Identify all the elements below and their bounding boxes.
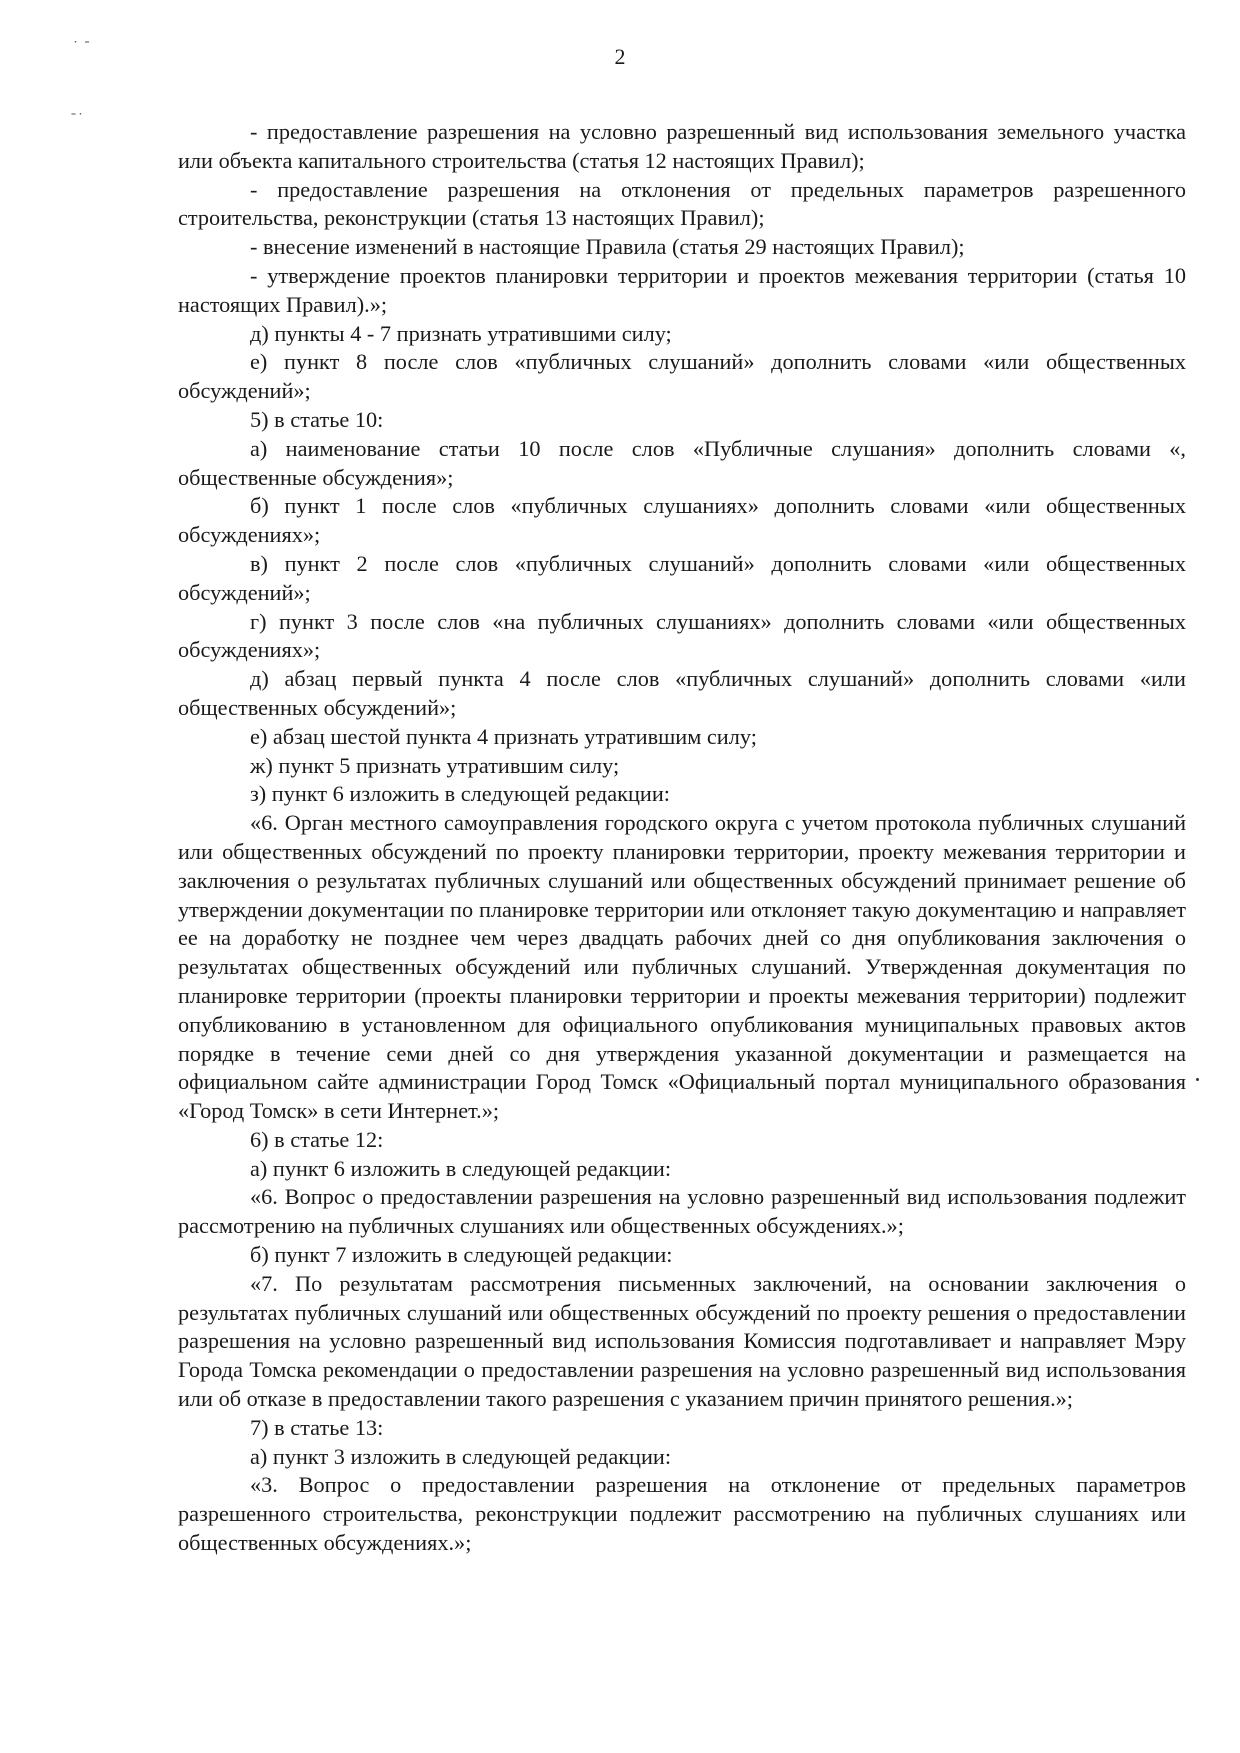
paragraph: а) пункт 3 изложить в следующей редакции: — [250, 1443, 672, 1469]
paragraph: г) пункт 3 после слов «на публичных слушаниях» дополнить словами «или общественных обсуждениях»; — [178, 608, 1186, 663]
document-body — [178, 118, 1186, 1558]
paragraph: а) наименование статьи 10 после слов «Публичные слушания» дополнить словами «, общественные обсуждения»; — [178, 435, 1186, 490]
paragraph: 6) в статье 12: — [250, 1126, 384, 1152]
page-number: 2 — [614, 44, 626, 69]
paragraph: - предоставление разрешения на условно разрешенный вид использования земельного участка или объекта капитального строительства (статья 12 настоящих Правил); — [178, 119, 1186, 173]
scan-artifact-mark: ˙ ˉ — [72, 40, 91, 56]
paragraph: б) пункт 1 после слов «публичных слушаниях» дополнить словами «или общественных обсуждениях»; — [178, 493, 1186, 548]
paragraph: 5) в статье 10: — [250, 406, 384, 432]
paragraph: б) пункт 7 изложить в следующей редакции: — [250, 1242, 673, 1268]
paragraph: «7. По результатам рассмотрения письменных заключений, на основании заключения о результатах публичных слушаний или общественных обсуждений по проекту решения о предоставлении разрешения на условно разрешенный вид использования Комиссия подготавливает и направляет Мэру Города Томска рекомендации о предоставлении разрешения на условно разрешенный вид использования или об отказе в предоставлении такого разрешения с указанием причин принятого решения.»; — [178, 1270, 1186, 1412]
paragraph: е) абзац шестой пункта 4 признать утратившим силу; — [250, 723, 757, 749]
paragraph: 7) в статье 13: — [250, 1414, 384, 1440]
paragraph: - предоставление разрешения на отклонения от предельных параметров разрешенного строительства, реконструкции (статья 13 настоящих Правил); — [178, 176, 1186, 231]
paragraph: - внесение изменений в настоящие Правила (статья 29 настоящих Правил); — [250, 234, 965, 260]
paragraph: д) пункты 4 - 7 признать утратившими силу; — [250, 320, 672, 346]
paragraph: е) пункт 8 после слов «публичных слушаний» дополнить словами «или общественных обсуждений»; — [178, 349, 1186, 404]
paragraph: - утверждение проектов планировки территории и проектов межевания территории (статья 10 настоящих Правил).»; — [178, 262, 1186, 317]
paragraph: ж) пункт 5 признать утратившим силу; — [250, 752, 620, 778]
paragraph: «6. Вопрос о предоставлении разрешения на условно разрешенный вид использования подлежит рассмотрению на публичных слушаниях или общественных обсуждениях.»; — [178, 1184, 1186, 1239]
paragraph: «6. Орган местного самоуправления городского округа с учетом протокола публичных слушаний или общественных обсуждений по проекту планировки территории, проекту межевания территории и заключения о результатах публичных слушаний или общественных обсуждений принимает решение об утверждении документации по планировке территории или отклоняет такую документацию и направляет ее на доработку не позднее чем через двадцать рабочих дней со дня опубликования заключения о результатах общественных обсуждений или публичных слушаний. Утвержденная документация по планировке территории (проекты планировки территории и проекты межевания территории) подлежит опубликованию в установленном для официального опубликования муниципальных правовых актов порядке в течение семи дней со дня утверждения указанной документации и размещается на официальном сайте администрации Город Томск «Официальный портал муниципального образования «Город Томск» в сети Интернет.»; — [178, 810, 1186, 1124]
scan-artifact-mark: ˉ˙ — [70, 112, 84, 128]
paragraph: «3. Вопрос о предоставлении разрешения на отклонение от предельных параметров разрешенного строительства, реконструкции подлежит рассмотрению на публичных слушаниях или общественных обсуждениях.»; — [178, 1472, 1186, 1556]
paragraph: а) пункт 6 изложить в следующей редакции: — [250, 1155, 672, 1181]
scan-artifact-dot — [1196, 1078, 1199, 1081]
paragraph: з) пункт 6 изложить в следующей редакции: — [250, 781, 670, 807]
paragraph: д) абзац первый пункта 4 после слов «публичных слушаний» дополнить словами «или общественных обсуждений»; — [178, 666, 1186, 720]
paragraph: в) пункт 2 после слов «публичных слушаний» дополнить словами «или общественных обсуждений»; — [178, 550, 1186, 605]
